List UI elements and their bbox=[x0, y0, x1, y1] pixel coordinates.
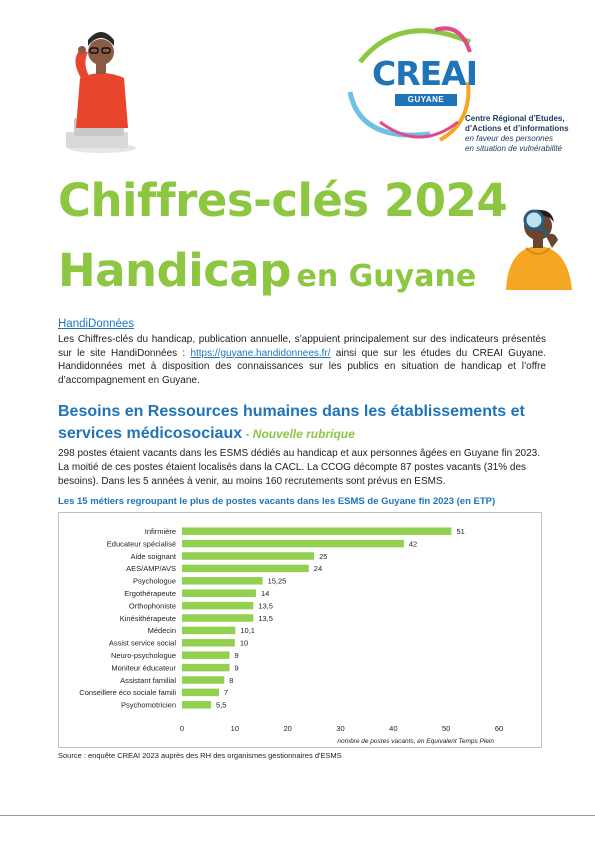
title-handicap: Handicap bbox=[58, 244, 291, 297]
logo-wordmark: CREAI bbox=[372, 54, 477, 93]
bar bbox=[182, 614, 253, 622]
value-label: 9 bbox=[234, 651, 239, 660]
logo-tagline-2: d’Actions et d’informations bbox=[465, 124, 569, 133]
source-note: Source : enquête CREAI 2023 auprès des RH des organismes gestionnaires d'ESMS bbox=[58, 751, 342, 760]
category-label: Psychomotricien bbox=[120, 700, 176, 710]
value-label: 42 bbox=[408, 539, 418, 549]
x-tick-label: 10 bbox=[230, 724, 240, 733]
intro-text-1: Les Chiffres-clés du handicap, publication annuelle, s’appuient principalement sur des indicateurs présentés sur le site HandiDonnées : bbox=[58, 334, 546, 359]
value-label: 13,5 bbox=[258, 613, 273, 623]
bar-chart-box bbox=[58, 512, 542, 748]
category-label: Aide soignant bbox=[130, 551, 176, 561]
title-guyane: en Guyane bbox=[296, 259, 477, 294]
bar bbox=[182, 540, 404, 548]
bar bbox=[182, 689, 219, 697]
page-title-line2 bbox=[58, 244, 476, 297]
bar bbox=[182, 639, 235, 647]
category-label: AES/AMP/AVS bbox=[126, 564, 176, 574]
handidonnees-url-link[interactable]: https://guyane.handidonnees.fr/ bbox=[190, 347, 331, 359]
value-label: 25 bbox=[319, 551, 328, 561]
value-label: 10,1 bbox=[240, 626, 255, 636]
category-label: Kinésithérapeute bbox=[119, 613, 176, 623]
intro-text-2: ainsi que sur les études du CREAI Guyane. Handidonnées met à disposition des connaissances sur les publics en situation de handicap et l’offre d’accompagnement en Guyane. bbox=[58, 347, 546, 386]
bar bbox=[182, 602, 253, 610]
handidonnees-heading-link[interactable]: HandiDonnées bbox=[58, 318, 135, 330]
logo-tagline-3: en faveur des personnes bbox=[465, 134, 554, 143]
category-label: Psychologue bbox=[133, 576, 176, 586]
logo-tagline-1: Centre Régional d’Etudes, bbox=[465, 114, 565, 123]
bar bbox=[182, 651, 230, 659]
footer-divider bbox=[0, 815, 595, 816]
value-label: 13,5 bbox=[258, 601, 273, 611]
intro-paragraph bbox=[58, 333, 546, 387]
value-label: 14 bbox=[260, 589, 270, 598]
category-label: Moniteur éducateur bbox=[111, 663, 176, 673]
value-label: 10 bbox=[239, 638, 249, 648]
value-label: 15,25 bbox=[267, 576, 287, 586]
bar bbox=[182, 577, 263, 585]
section-title-text: Besoins en Ressources humaines dans les établissements et services médicosociaux bbox=[58, 403, 525, 442]
value-label: 9 bbox=[234, 663, 239, 673]
section-paragraph: 298 postes étaient vacants dans les ESMS dédiés au handicap et aux personnes âgées en Guyane fin 2023. La moitié de ces postes étaient localisés dans la CACL. La CCOG décompte 87 postes vacants (31% des besoins). Dans les 5 années à venir, au moins 160 recrutements sont prévus en ESMS. bbox=[58, 448, 540, 487]
x-tick-label: 40 bbox=[389, 724, 398, 733]
value-label: 51 bbox=[456, 527, 465, 536]
page-title-line1: Chiffres-clés 2024 bbox=[58, 174, 508, 227]
bar-chart bbox=[59, 513, 541, 747]
bar bbox=[182, 627, 235, 635]
bar bbox=[182, 701, 211, 709]
section-title bbox=[58, 401, 558, 445]
x-tick-label: 60 bbox=[494, 724, 504, 733]
illustration-person-glasses bbox=[58, 20, 140, 155]
bar bbox=[182, 552, 314, 560]
category-label: Ergothérapeute bbox=[124, 589, 176, 598]
category-label: Conseillere éco sociale famili bbox=[79, 688, 176, 698]
chart-title: Les 15 métiers regroupant le plus de postes vacants dans les ESMS de Guyane fin 2023 (en ETP) bbox=[58, 496, 496, 507]
category-label: Médecin bbox=[147, 626, 176, 636]
value-label: 5,5 bbox=[216, 700, 227, 710]
category-label: Assistant familial bbox=[120, 675, 176, 685]
category-label: Educateur spécialisé bbox=[106, 539, 176, 549]
bar bbox=[182, 589, 256, 597]
x-tick-label: 20 bbox=[283, 724, 292, 733]
bar bbox=[182, 676, 224, 684]
section-tag: - Nouvelle rubrique bbox=[242, 427, 355, 441]
bar bbox=[182, 565, 309, 573]
x-tick-label: 50 bbox=[441, 724, 451, 733]
category-label: Assist service social bbox=[108, 638, 176, 648]
bar bbox=[182, 664, 230, 672]
creai-logo bbox=[340, 22, 578, 158]
category-label: Orthophoniste bbox=[128, 601, 176, 611]
x-tick-label: 30 bbox=[336, 724, 345, 733]
x-tick-label: 0 bbox=[179, 724, 185, 733]
bar bbox=[182, 527, 451, 535]
value-label: 8 bbox=[229, 675, 234, 685]
illustration-person-magnifier bbox=[498, 200, 580, 290]
logo-region-band: GUYANE bbox=[395, 94, 457, 106]
value-label: 24 bbox=[313, 564, 323, 574]
x-axis-title: nombre de postes vacants, en Equivalent Temps Plein bbox=[337, 738, 494, 745]
value-label: 7 bbox=[223, 688, 229, 698]
logo-tagline-4: en situation de vulnérabilité bbox=[465, 144, 562, 153]
category-label: Neuro-psychologue bbox=[110, 651, 176, 660]
category-label: Infirmière bbox=[144, 527, 176, 536]
